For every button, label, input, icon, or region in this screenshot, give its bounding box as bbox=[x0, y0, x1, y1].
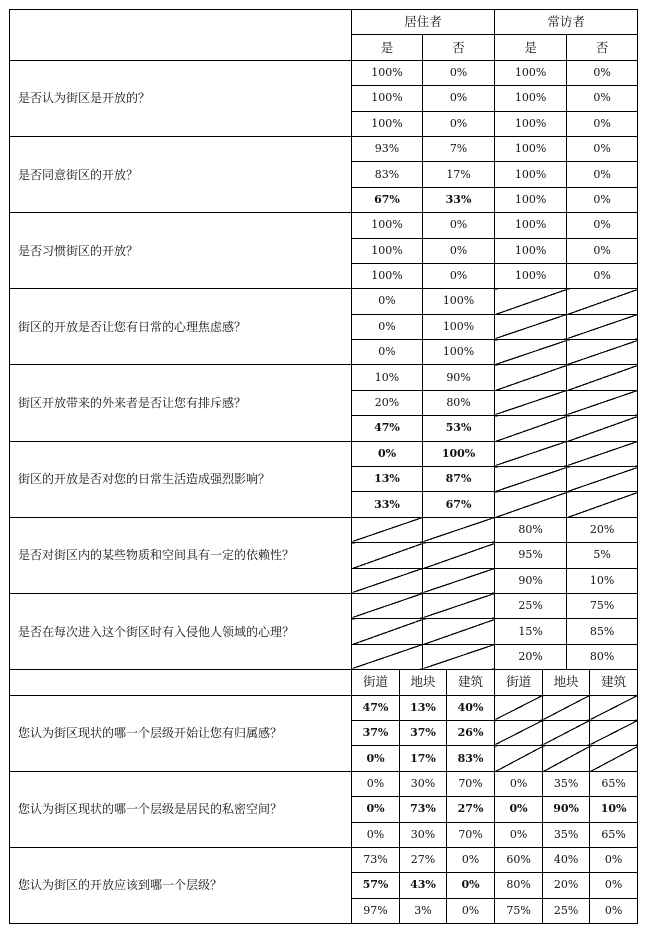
header-visitor-level: 地块 bbox=[543, 670, 590, 695]
header-resident-level: 地块 bbox=[400, 670, 447, 695]
not-applicable-cell bbox=[352, 619, 423, 644]
visitor-no-value: 75% bbox=[567, 593, 638, 618]
question-label: 是否同意街区的开放？ bbox=[10, 136, 352, 212]
not-applicable-cell bbox=[567, 289, 638, 314]
header-resident-level: 建筑 bbox=[447, 670, 495, 695]
resident-level-value: 30% bbox=[400, 822, 447, 847]
resident-no-value: 100% bbox=[423, 314, 495, 339]
visitor-yes-value: 100% bbox=[495, 187, 567, 212]
visitor-no-value: 0% bbox=[567, 86, 638, 111]
resident-level-value: 27% bbox=[400, 847, 447, 872]
not-applicable-cell bbox=[352, 593, 423, 618]
visitor-level-value: 65% bbox=[590, 771, 638, 796]
header-resident-yes: 是 bbox=[352, 35, 423, 60]
resident-level-value: 73% bbox=[352, 847, 400, 872]
header-row-levels bbox=[10, 670, 638, 695]
not-applicable-cell bbox=[495, 492, 567, 517]
header-resident-level: 街道 bbox=[352, 670, 400, 695]
resident-no-value: 100% bbox=[423, 289, 495, 314]
resident-level-value: 37% bbox=[352, 720, 400, 745]
resident-no-value: 0% bbox=[423, 60, 495, 85]
visitor-yes-value: 90% bbox=[495, 568, 567, 593]
question-label: 您认为街区现状的哪一个层级开始让您有归属感？ bbox=[10, 695, 352, 771]
visitor-no-value: 0% bbox=[567, 213, 638, 238]
not-applicable-cell bbox=[423, 517, 495, 542]
table-row bbox=[10, 365, 638, 390]
not-applicable-cell bbox=[423, 543, 495, 568]
visitor-level-value: 40% bbox=[543, 847, 590, 872]
table-row bbox=[10, 441, 638, 466]
visitor-yes-value: 100% bbox=[495, 136, 567, 161]
header-visitor-no: 否 bbox=[567, 35, 638, 60]
resident-level-value: 0% bbox=[352, 771, 400, 796]
header-resident: 居住者 bbox=[352, 10, 495, 35]
not-applicable-cell bbox=[495, 416, 567, 441]
table-row bbox=[10, 136, 638, 161]
resident-level-value: 3% bbox=[400, 898, 447, 923]
resident-yes-value: 47% bbox=[352, 416, 423, 441]
table-row bbox=[10, 847, 638, 872]
visitor-level-value: 25% bbox=[543, 898, 590, 923]
visitor-no-value: 0% bbox=[567, 111, 638, 136]
not-applicable-cell bbox=[423, 644, 495, 669]
visitor-yes-value: 100% bbox=[495, 162, 567, 187]
resident-level-value: 27% bbox=[447, 797, 495, 822]
visitor-level-value: 35% bbox=[543, 771, 590, 796]
not-applicable-cell bbox=[495, 441, 567, 466]
resident-yes-value: 10% bbox=[352, 365, 423, 390]
question-label: 是否对街区内的某些物质和空间具有一定的依赖性？ bbox=[10, 517, 352, 593]
resident-yes-value: 100% bbox=[352, 238, 423, 263]
resident-level-value: 13% bbox=[400, 695, 447, 720]
resident-yes-value: 0% bbox=[352, 340, 423, 365]
visitor-level-value: 75% bbox=[495, 898, 543, 923]
header-visitor-yes: 是 bbox=[495, 35, 567, 60]
visitor-level-value: 0% bbox=[590, 898, 638, 923]
not-applicable-cell bbox=[352, 644, 423, 669]
table-row bbox=[10, 60, 638, 85]
table-row bbox=[10, 593, 638, 618]
not-applicable-cell bbox=[352, 568, 423, 593]
resident-level-value: 17% bbox=[400, 746, 447, 771]
not-applicable-cell bbox=[352, 543, 423, 568]
resident-level-value: 37% bbox=[400, 720, 447, 745]
resident-no-value: 87% bbox=[423, 467, 495, 492]
visitor-yes-value: 15% bbox=[495, 619, 567, 644]
question-label: 是否习惯街区的开放？ bbox=[10, 213, 352, 289]
visitor-level-value: 0% bbox=[495, 822, 543, 847]
table-row bbox=[10, 517, 638, 542]
resident-level-value: 47% bbox=[352, 695, 400, 720]
resident-no-value: 0% bbox=[423, 86, 495, 111]
header-row-groups bbox=[10, 10, 638, 35]
resident-level-value: 73% bbox=[400, 797, 447, 822]
visitor-level-value: 65% bbox=[590, 822, 638, 847]
resident-no-value: 33% bbox=[423, 187, 495, 212]
visitor-level-value: 20% bbox=[543, 873, 590, 898]
visitor-no-value: 0% bbox=[567, 263, 638, 288]
visitor-no-value: 0% bbox=[567, 187, 638, 212]
resident-no-value: 100% bbox=[423, 441, 495, 466]
visitor-no-value: 0% bbox=[567, 60, 638, 85]
visitor-yes-value: 100% bbox=[495, 60, 567, 85]
visitor-no-value: 5% bbox=[567, 543, 638, 568]
resident-yes-value: 0% bbox=[352, 441, 423, 466]
not-applicable-cell bbox=[495, 720, 543, 745]
header-blank bbox=[10, 10, 352, 61]
resident-no-value: 7% bbox=[423, 136, 495, 161]
visitor-no-value: 0% bbox=[567, 238, 638, 263]
visitor-yes-value: 20% bbox=[495, 644, 567, 669]
not-applicable-cell bbox=[590, 695, 638, 720]
header-visitor: 常访者 bbox=[495, 10, 638, 35]
not-applicable-cell bbox=[543, 720, 590, 745]
resident-no-value: 0% bbox=[423, 213, 495, 238]
resident-yes-value: 20% bbox=[352, 390, 423, 415]
visitor-no-value: 10% bbox=[567, 568, 638, 593]
not-applicable-cell bbox=[567, 390, 638, 415]
resident-level-value: 70% bbox=[447, 771, 495, 796]
not-applicable-cell bbox=[590, 746, 638, 771]
not-applicable-cell bbox=[495, 365, 567, 390]
resident-yes-value: 0% bbox=[352, 289, 423, 314]
visitor-level-value: 90% bbox=[543, 797, 590, 822]
resident-no-value: 80% bbox=[423, 390, 495, 415]
header-visitor-level: 建筑 bbox=[590, 670, 638, 695]
visitor-yes-value: 100% bbox=[495, 86, 567, 111]
table-row bbox=[10, 695, 638, 720]
visitor-no-value: 80% bbox=[567, 644, 638, 669]
visitor-level-value: 0% bbox=[590, 847, 638, 872]
not-applicable-cell bbox=[495, 314, 567, 339]
not-applicable-cell bbox=[567, 416, 638, 441]
survey-table bbox=[9, 9, 638, 924]
resident-no-value: 53% bbox=[423, 416, 495, 441]
visitor-level-value: 10% bbox=[590, 797, 638, 822]
resident-level-value: 40% bbox=[447, 695, 495, 720]
not-applicable-cell bbox=[567, 492, 638, 517]
resident-level-value: 30% bbox=[400, 771, 447, 796]
header-resident-no: 否 bbox=[423, 35, 495, 60]
resident-level-value: 0% bbox=[447, 847, 495, 872]
not-applicable-cell bbox=[423, 568, 495, 593]
resident-yes-value: 83% bbox=[352, 162, 423, 187]
resident-level-value: 57% bbox=[352, 873, 400, 898]
question-label: 您认为街区的开放应该到哪一个层级？ bbox=[10, 847, 352, 923]
visitor-level-value: 0% bbox=[495, 797, 543, 822]
resident-no-value: 0% bbox=[423, 111, 495, 136]
resident-no-value: 100% bbox=[423, 340, 495, 365]
table-row bbox=[10, 289, 638, 314]
visitor-level-value: 35% bbox=[543, 822, 590, 847]
resident-level-value: 97% bbox=[352, 898, 400, 923]
not-applicable-cell bbox=[495, 695, 543, 720]
not-applicable-cell bbox=[423, 593, 495, 618]
resident-yes-value: 67% bbox=[352, 187, 423, 212]
visitor-yes-value: 80% bbox=[495, 517, 567, 542]
not-applicable-cell bbox=[567, 314, 638, 339]
resident-no-value: 67% bbox=[423, 492, 495, 517]
visitor-no-value: 20% bbox=[567, 517, 638, 542]
resident-level-value: 43% bbox=[400, 873, 447, 898]
visitor-no-value: 0% bbox=[567, 162, 638, 187]
not-applicable-cell bbox=[543, 746, 590, 771]
not-applicable-cell bbox=[495, 289, 567, 314]
resident-level-value: 0% bbox=[447, 873, 495, 898]
resident-level-value: 0% bbox=[352, 746, 400, 771]
resident-yes-value: 100% bbox=[352, 86, 423, 111]
not-applicable-cell bbox=[590, 720, 638, 745]
table-row bbox=[10, 213, 638, 238]
resident-level-value: 0% bbox=[352, 822, 400, 847]
visitor-yes-value: 100% bbox=[495, 213, 567, 238]
table-row bbox=[10, 771, 638, 796]
not-applicable-cell bbox=[567, 467, 638, 492]
resident-level-value: 26% bbox=[447, 720, 495, 745]
resident-yes-value: 33% bbox=[352, 492, 423, 517]
visitor-level-value: 60% bbox=[495, 847, 543, 872]
not-applicable-cell bbox=[567, 340, 638, 365]
visitor-level-value: 0% bbox=[590, 873, 638, 898]
not-applicable-cell bbox=[495, 340, 567, 365]
question-label: 您认为街区现状的哪一个层级是居民的私密空间？ bbox=[10, 771, 352, 847]
resident-yes-value: 0% bbox=[352, 314, 423, 339]
resident-no-value: 0% bbox=[423, 263, 495, 288]
resident-no-value: 0% bbox=[423, 238, 495, 263]
visitor-no-value: 0% bbox=[567, 136, 638, 161]
header-visitor-level: 街道 bbox=[495, 670, 543, 695]
visitor-yes-value: 95% bbox=[495, 543, 567, 568]
visitor-yes-value: 100% bbox=[495, 111, 567, 136]
resident-level-value: 70% bbox=[447, 822, 495, 847]
visitor-level-value: 0% bbox=[495, 771, 543, 796]
visitor-yes-value: 25% bbox=[495, 593, 567, 618]
question-label: 是否认为街区是开放的？ bbox=[10, 60, 352, 136]
question-label: 街区的开放是否让您有日常的心理焦虑感？ bbox=[10, 289, 352, 365]
resident-no-value: 90% bbox=[423, 365, 495, 390]
resident-yes-value: 100% bbox=[352, 213, 423, 238]
question-label: 街区的开放是否对您的日常生活造成强烈影响？ bbox=[10, 441, 352, 517]
not-applicable-cell bbox=[567, 365, 638, 390]
header-blank bbox=[10, 670, 352, 695]
question-label: 是否在每次进入这个街区时有入侵他人领域的心理？ bbox=[10, 593, 352, 669]
visitor-yes-value: 100% bbox=[495, 238, 567, 263]
resident-no-value: 17% bbox=[423, 162, 495, 187]
resident-level-value: 0% bbox=[447, 898, 495, 923]
resident-yes-value: 13% bbox=[352, 467, 423, 492]
not-applicable-cell bbox=[543, 695, 590, 720]
question-label: 街区开放带来的外来者是否让您有排斥感？ bbox=[10, 365, 352, 441]
resident-yes-value: 100% bbox=[352, 60, 423, 85]
visitor-yes-value: 100% bbox=[495, 263, 567, 288]
visitor-no-value: 85% bbox=[567, 619, 638, 644]
visitor-level-value: 80% bbox=[495, 873, 543, 898]
resident-level-value: 0% bbox=[352, 797, 400, 822]
not-applicable-cell bbox=[567, 441, 638, 466]
resident-level-value: 83% bbox=[447, 746, 495, 771]
resident-yes-value: 100% bbox=[352, 263, 423, 288]
not-applicable-cell bbox=[495, 467, 567, 492]
not-applicable-cell bbox=[495, 746, 543, 771]
resident-yes-value: 93% bbox=[352, 136, 423, 161]
not-applicable-cell bbox=[423, 619, 495, 644]
not-applicable-cell bbox=[495, 390, 567, 415]
not-applicable-cell bbox=[352, 517, 423, 542]
resident-yes-value: 100% bbox=[352, 111, 423, 136]
